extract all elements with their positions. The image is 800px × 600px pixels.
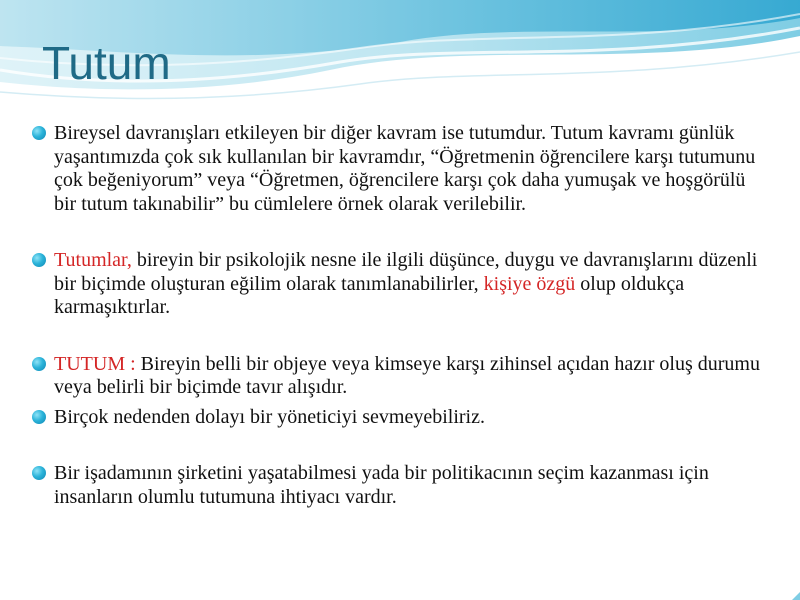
bullet-icon: [32, 410, 46, 424]
corner-decoration: [792, 592, 800, 600]
bullet-icon: [32, 357, 46, 371]
slide-title: Tutum: [42, 37, 171, 89]
bullet-item-5: [32, 462, 772, 509]
bullet-icon: [32, 126, 46, 140]
bullet-text: Birçok nedenden dolayı bir yöneticiyi sevmeyebiliriz.: [54, 405, 485, 428]
bullet-text: Bireysel davranışları etkileyen bir diğer kavram ise tutumdur. Tutum kavramı günlük yaşantımızda çok sık kullanılan bir kavramdır, “Öğretmenin öğrencilere karşı tutumunu çok beğeniyorum” veya “Öğretmen, öğrencilere karşı çok daha yumuşak ve hoşgörülü bir tutum takınabilir” bu cümlelere örnek olarak verilebilir.: [54, 122, 756, 215]
bullet-item-3: [32, 353, 772, 400]
bullet-text: olup oldukça karmaşıktırlar.: [54, 272, 685, 318]
bullet-icon: [32, 253, 46, 267]
bullet-text: Bir işadamının şirketini yaşatabilmesi yada bir politikacının seçim kazanması için insanların olumlu tutumuna ihtiyacı vardır.: [54, 462, 709, 508]
bullet-list: [32, 122, 772, 509]
highlight-term: TUTUM :: [54, 352, 136, 375]
bullet-text: bireyin bir psikolojik nesne ile ilgili düşünce, duygu ve davranışlarını düzenli bir biçimde oluşturan eğilim olarak tanımlanabilirler,: [54, 249, 758, 295]
highlight-term: Tutumlar,: [54, 249, 132, 271]
bullet-item-4: [32, 406, 772, 430]
highlight-term: kişiye özgü: [483, 272, 576, 295]
bullet-item-1: [32, 122, 772, 216]
bullet-text: Bireyin belli bir objeye veya kimseye karşı zihinsel açıdan hazır oluş durumu veya belirli bir biçimde tavır alışıdır.: [54, 352, 760, 398]
bullet-item-2: [32, 249, 772, 320]
bullet-icon: [32, 466, 46, 480]
